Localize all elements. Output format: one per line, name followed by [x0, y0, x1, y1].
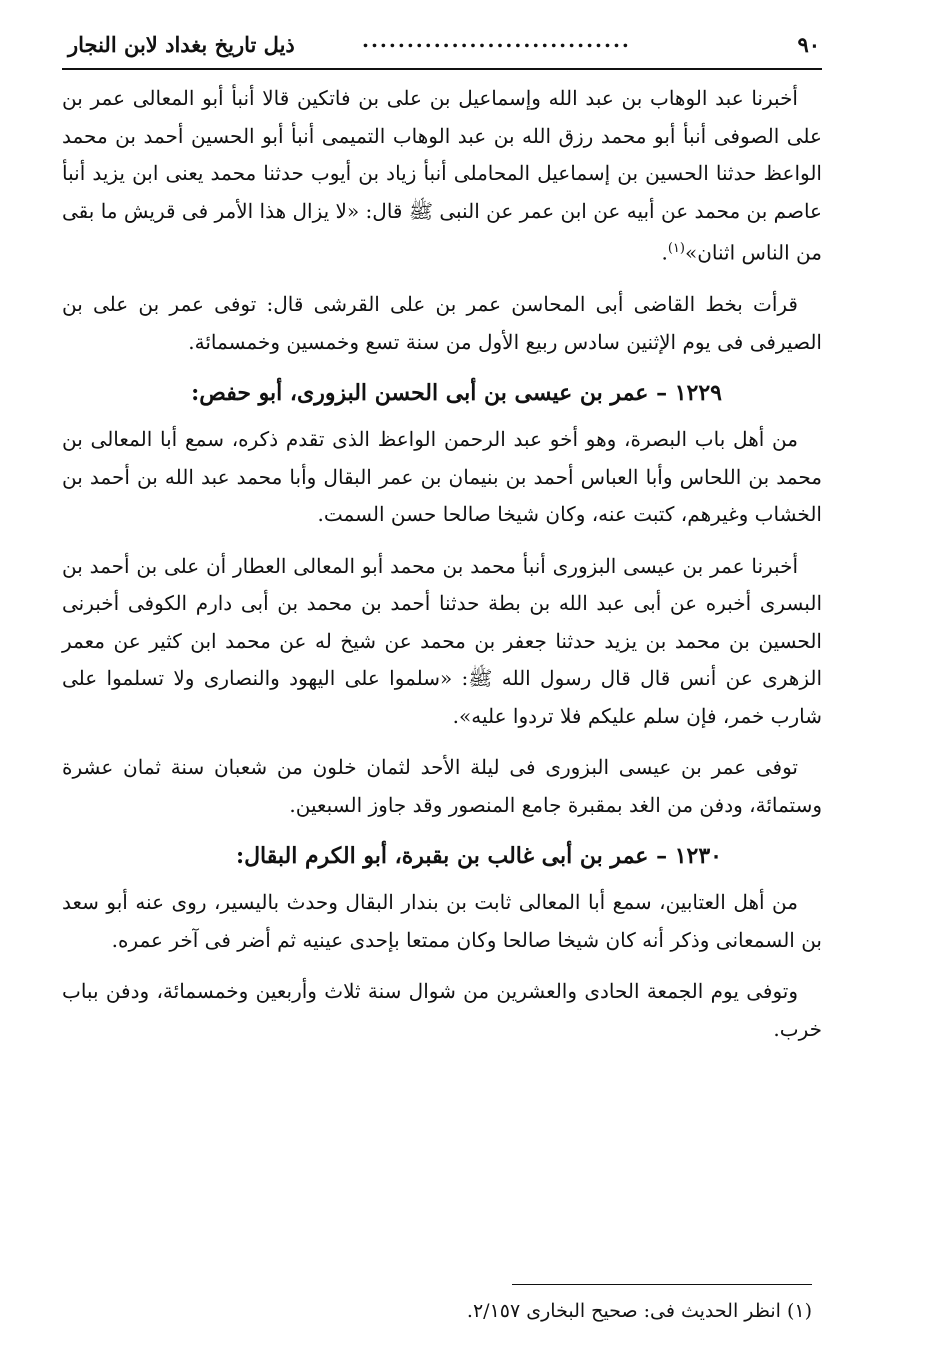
paragraph-death-note-al-bazuri: توفى عمر بن عيسى البزورى فى ليلة الأحد لثمان خلون من شعبان سنة ثمان عشرة وستمائة، ودفن من الغد بمقبرة جامع المنصور وقد جاوز السبعين. [62, 755, 822, 817]
book-title: ذيل تاريخ بغداد لابن النجار [68, 32, 295, 57]
paragraph-biography-al-bazuri: من أهل باب البصرة، وهو أخو عبد الرحمن الواعظ الذى تقدم ذكره، سمع أبا المعالى بن محمد بن اللحاس وأبا العباس أحمد بن بنيمان بن عمر البقال وأبا محمد عبد الله بن أحمد بن الخشاب وغيرهم، كتبت عنه، وكان شيخا صالحا حسن السمت. [62, 427, 822, 527]
footnote-separator [512, 1284, 812, 1285]
footnote: (١) انظر الحديث فى: صحيح البخارى ٢/١٥٧. [466, 1300, 812, 1322]
paragraph-death-note-al-baqqal: وتوفى يوم الجمعة الحادى والعشرين من شوال سنة ثلاث وأربعين وخمسمائة، ودفن بباب خرب. [62, 979, 822, 1041]
entry-heading-1229: ١٢٢٩ – عمر بن عيسى بن أبى الحسن البزورى، أبو حفص: [191, 380, 722, 407]
page-number: ٩٠ [797, 32, 820, 57]
paragraph-text: أخبرنا عبد الوهاب بن عبد الله وإسماعيل بن على بن فاتكين قالا أنبأ أبو المعالى عمر بن على الصوفى أنبأ أبو محمد رزق الله بن عبد الوهاب التميمى أنبأ أبو الحسين أحمد بن محمد الواعظ حدثنا الحسين بن إسماعيل المحاملى أنبأ زياد بن أيوب حدثنا محمد يعنى ابن يزيد أنبأ عاصم بن محمد عن أبيه عن ابن عمر عن النبى ﷺ قال: «لا يزال هذا الأمر فى قريش ما بقى من الناس اثنان» [62, 86, 822, 265]
paragraph-hadith-al-bazuri: أخبرنا عمر بن عيسى البزورى أنبأ محمد بن محمد أبو المعالى العطار أن على بن أحمد بن البسرى أخبره عن أبى عبد الله بن بطة حدثنا أحمد بن محمد بن أبى دارم الكوفى أخبرنى الحسين بن محمد بن يزيد حدثنا جعفر بن محمد عن شيخ له عن محمد ابن كثير عن معمر الزهرى عن أنس قال قال رسول الله ﷺ: «سلموا على اليهود والنصارى ولا تسلموا على شارب خمر، فإن سلم عليكم فلا تردوا عليه». [62, 553, 822, 728]
header-leader-dots: .............................. [362, 28, 631, 52]
paragraph-biography-al-baqqal: من أهل العتابين، سمع أبا المعالى ثابت بن بندار البقال وحدث باليسير، روى عنه أبو سعد بن السمعانى وذكر أنه كان شيخا صالحا وكان ممتعا بإحدى عينيه ثم أضر فى آخر عمره. [62, 890, 822, 952]
footnote-marker: (١) [667, 241, 685, 256]
paragraph-end: . [661, 240, 668, 265]
document-page [62, 28, 822, 1338]
paragraph-death-note-al-sayrafi: قرأت بخط القاضى أبى المحاسن عمر بن على القرشى قال: توفى عمر بن على بن الصيرفى فى يوم الإثنين سادس ربيع الأول من سنة تسع وخمسين وخمسمائة. [62, 292, 822, 354]
paragraph-isnad-quraysh [62, 80, 822, 272]
running-header [62, 28, 822, 70]
entry-heading-1230: ١٢٣٠ – عمر بن أبى غالب بن بقبرة، أبو الكرم البقال: [235, 843, 722, 870]
